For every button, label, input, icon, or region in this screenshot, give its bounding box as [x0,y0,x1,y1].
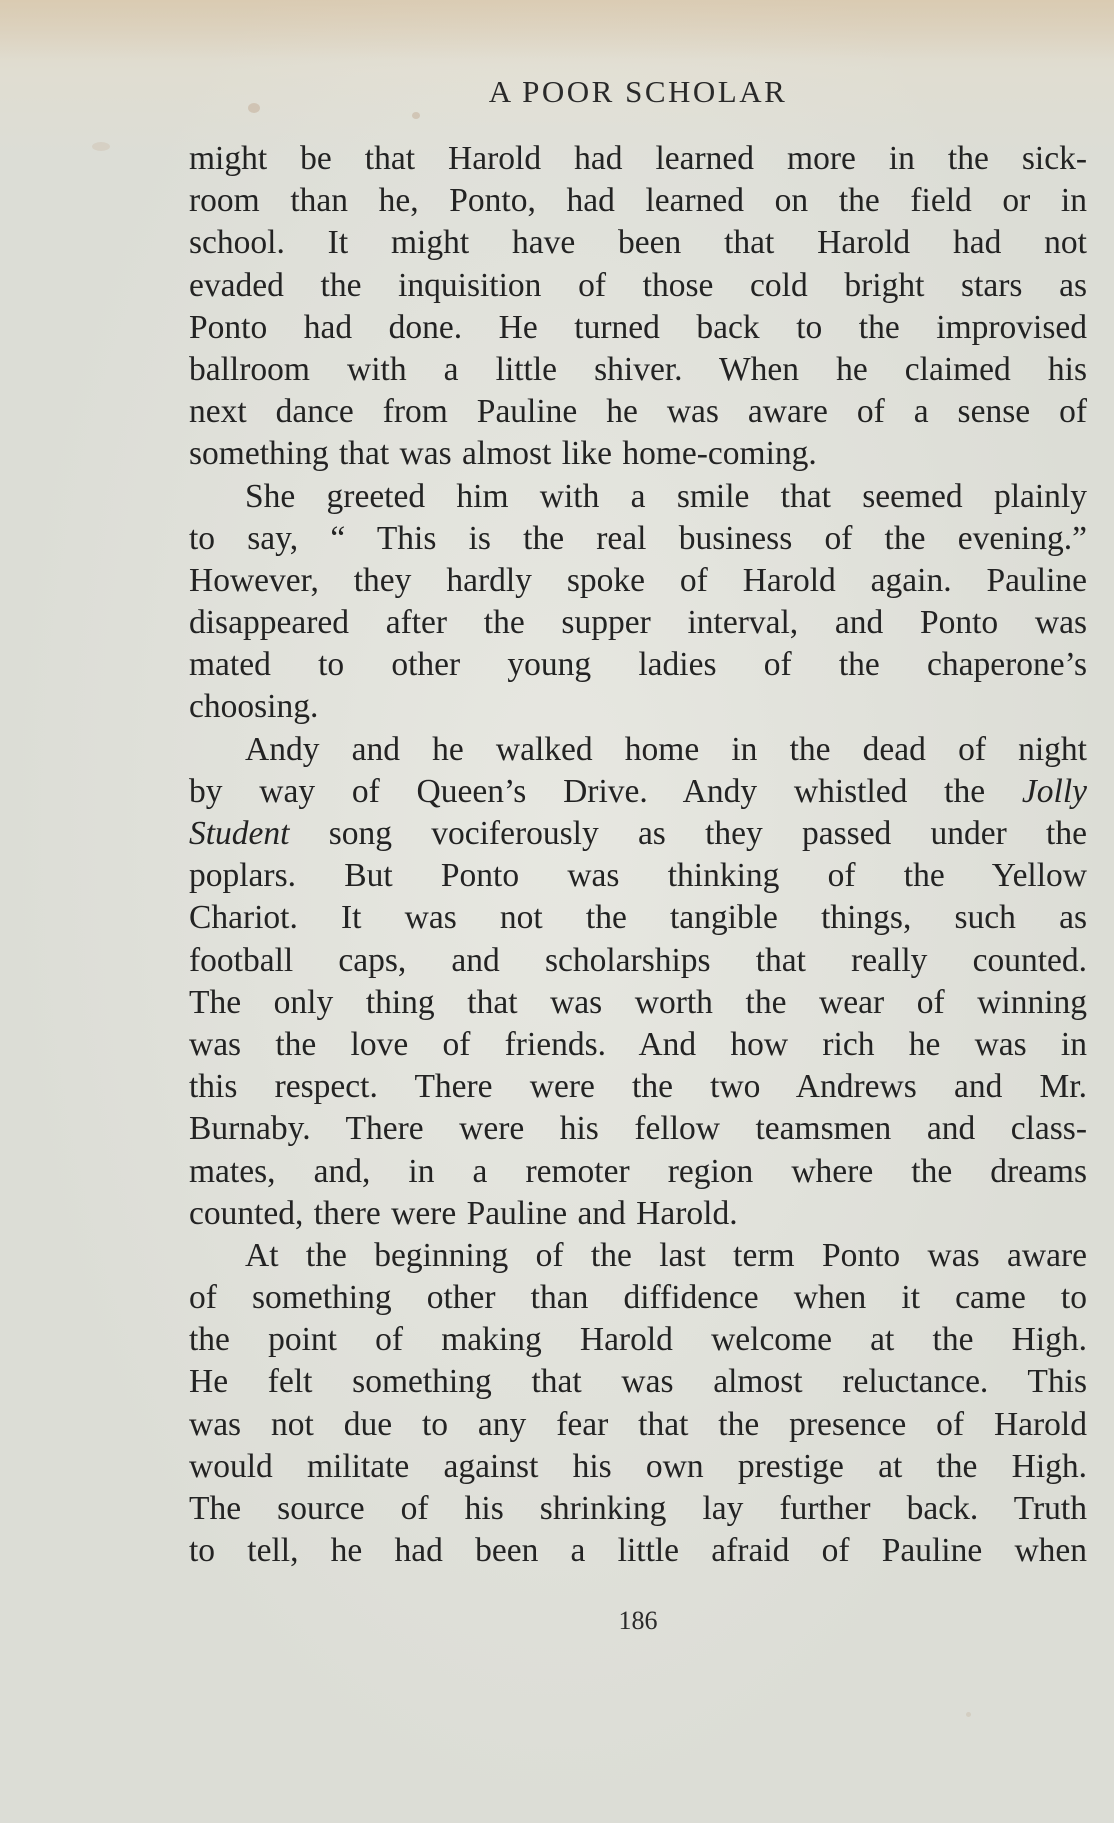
body-text [189,138,1087,1572]
text-line: mates, and, in a remoter region where the dreams [189,1152,1087,1190]
text-line: the point of making Harold welcome at the High. [189,1321,1087,1359]
text-line: Chariot. It was not the tangible things, such as [189,899,1087,937]
text-line: was the love of friends. And how rich he was in [189,1025,1087,1063]
text-line: Burnaby. There were his fellow teamsmen and class- [189,1110,1087,1148]
text-line: At the beginning of the last term Ponto was aware [245,1236,1087,1274]
text-line: ballroom with a little shiver. When he claimed his [189,350,1087,388]
running-head: A POOR SCHOLAR [488,74,788,109]
paper-stain [92,142,110,151]
text-line: room than he, Ponto, had learned on the field or in [189,182,1087,220]
text-line: choosing. [189,688,319,726]
text-line: He felt something that was almost reluctance. This [189,1363,1087,1401]
text-line: disappeared after the supper interval, and Ponto was [189,604,1087,642]
text-line: evaded the inquisition of those cold bright stars as [189,266,1087,304]
text-line: to tell, he had been a little afraid of Pauline when [189,1532,1087,1570]
text-line: football caps, and scholarships that really counted. [189,941,1087,979]
italic-title: Jolly [1021,772,1087,810]
text-line: of something other than diffidence when it came to [189,1279,1087,1317]
text-line: next dance from Pauline he was aware of a sense of [189,393,1087,431]
text-line: Andy and he walked home in the dead of night [245,730,1087,768]
text-run: song vociferously as they passed under the [289,815,1087,852]
text-line: The source of his shrinking lay further back. Truth [189,1490,1087,1527]
paper-stain [412,112,420,119]
text-line: to say, “ This is the real business of the evening.” [189,519,1087,557]
text-line: school. It might have been that Harold had not [189,224,1087,262]
text-line: might be that Harold had learned more in the sick- [189,140,1087,177]
text-line: She greeted him with a smile that seemed plainly [245,477,1087,515]
text-line: The only thing that was worth the wear of winning [189,983,1087,1021]
page-number: 186 [618,1606,658,1635]
text-line: However, they hardly spoke of Harold again. Pauline [189,561,1087,599]
text-line [189,771,1087,813]
paper-stain [966,1712,971,1717]
text-line: would militate against his own prestige at the High. [189,1447,1087,1485]
text-run: by way of Queen’s Drive. Andy whistled the [189,772,1022,810]
text-line: Ponto had done. He turned back to the improvised [189,308,1087,346]
text-line: counted, there were Pauline and Harold. [189,1194,738,1232]
italic-title: Student [189,815,290,852]
text-line: mated to other young ladies of the chaperone’s [189,646,1087,684]
text-line: this respect. There were the two Andrews and Mr. [189,1068,1087,1106]
text-line: poplars. But Ponto was thinking of the Yellow [189,857,1087,895]
text-line: something that was almost like home-coming. [189,435,817,473]
text-line: was not due to any fear that the presence of Harold [189,1405,1087,1443]
text-line [189,813,1087,855]
